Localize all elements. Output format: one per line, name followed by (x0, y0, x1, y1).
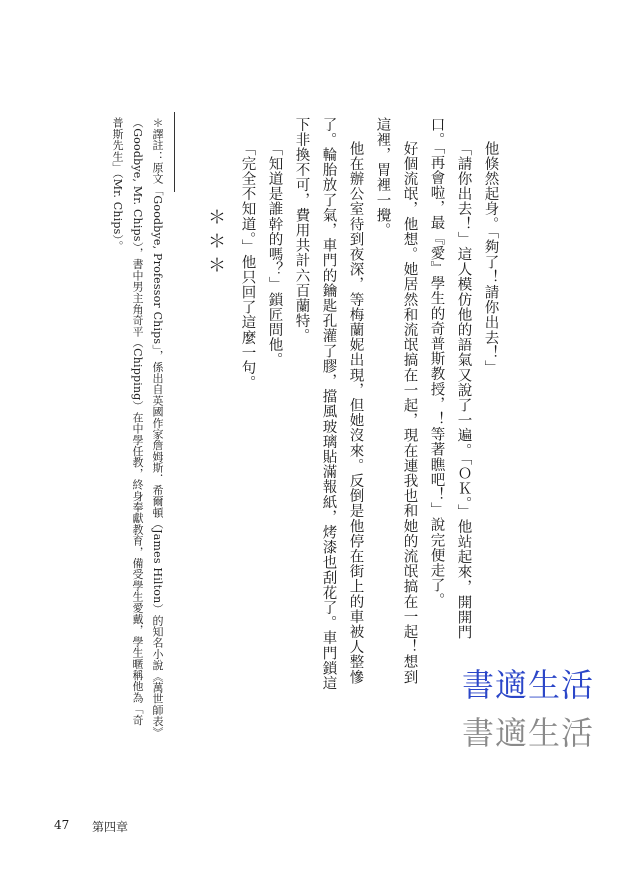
chapter-label: 第四章 (92, 820, 129, 834)
body-column-9: 「知道是誰幹的嗎？」鎖匠問他。 (266, 141, 283, 368)
footnote-rule (174, 112, 175, 192)
body-column-4: 好個流氓，他想。她居然和流氓搞在一起，現在連我也和她的流氓搞在一起！想到 (401, 141, 418, 685)
page-number: 47 (54, 818, 70, 832)
footnote-column-1: ＊譯註：原文「Goodbye, Professor Chips」，係出自英國作家詹姆斯．希爾頓（James Hilton）的知名小說《萬世師表》 (151, 117, 164, 738)
body-column-3: 口。「再會啦，最『愛』學生的奇普斯教授，！等著瞧吧！」說完便走了。 (428, 117, 445, 609)
body-column-10: 「完全不知道。」他只回了這麼一句。 (239, 141, 256, 391)
watermark-secondary: 書適生活 (462, 714, 595, 752)
watermark-primary: 書適生活 (462, 666, 595, 704)
footnote-column-3: 普斯先生」（Mr. Chips）。 (111, 117, 124, 252)
body-column-7: 了。輪胎放了氣，車門的鑰匙孔灌了膠，擋風玻璃貼滿報紙，烤漆也刮花了。車門鎖這 (320, 117, 337, 691)
body-column-1: 他倏然起身。「夠了！請你出去！」 (482, 141, 499, 376)
body-column-6: 他在辦公室待到夜深，等梅蘭妮出現，但她沒來。反倒是他停在街上的車被人整慘 (347, 141, 364, 685)
footnote-column-2: （Goodbye, Mr. Chips），書中男主角奇平（Chipping）在中學任教，終身奉獻教育，備受學生愛戴，學生暱稱他為「奇 (131, 117, 144, 726)
body-column-2: 「請你出去！」這人模仿他的語氣又說了一遍。「ＯＫ。」他站起來，開開門 (455, 141, 472, 640)
body-column-8: 下非換不可，費用共計六百蘭特。 (293, 117, 310, 344)
section-break: ＊＊＊ (205, 208, 226, 280)
body-column-5: 這裡，胃裡一攪。 (374, 117, 391, 238)
